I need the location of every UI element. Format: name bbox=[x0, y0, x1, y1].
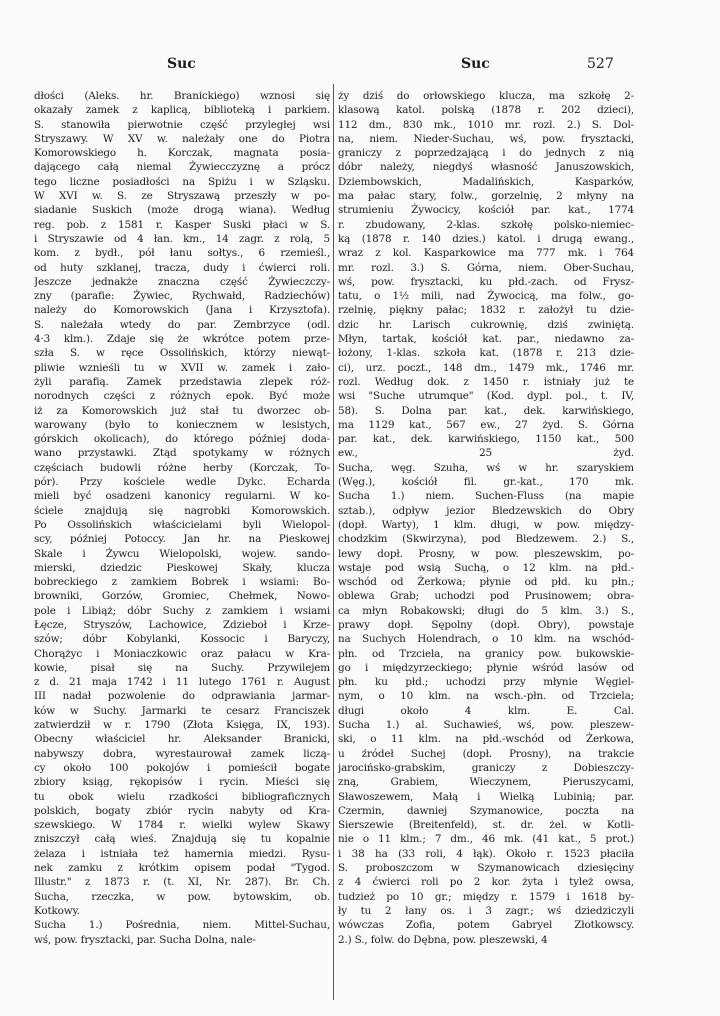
text-line: szewskiego. W 1784 r. wielki wylew Skawy bbox=[34, 819, 330, 832]
page-number: 527 bbox=[587, 56, 614, 72]
text-line: nek zamku z krótkim opisem podał "Tygod. bbox=[34, 862, 330, 875]
text-line: okazały zamek z kaplicą, biblioteką i parkiem. bbox=[34, 104, 330, 117]
running-head-center: Suc bbox=[461, 56, 490, 72]
text-line: Młyn, tartak, kościół kat. par., niedawno za- bbox=[338, 333, 634, 346]
text-line: wraz z kol. Kasparkowice ma 777 mk. i 764 bbox=[338, 247, 634, 260]
text-line: par. kat., dek. karwińskiego, 1150 kat., 500 bbox=[338, 433, 634, 446]
text-line: Sucha, węg. Szuha, wś w hr. szaryskiem bbox=[338, 461, 634, 474]
text-line: Komorowskiego h. Korczak, magnata posia- bbox=[34, 147, 330, 160]
text-line: mieli być osadzeni kanonicy regularni. W ko- bbox=[34, 490, 330, 503]
text-line: kom. z bydł., pół łanu sołtys., 6 rzemieśl., bbox=[34, 247, 330, 260]
text-line: Chorążyc i Moniaczkowic oraz pałacu w Kra- bbox=[34, 647, 330, 660]
text-line: Illustr." z 1873 r. (t. XI, Nr. 287). Br. Ch. bbox=[34, 876, 330, 889]
text-line: i 38 ha (33 roli, 4 łąk). Około r. 1523 płaciła bbox=[338, 847, 634, 860]
text-line: jarocińsko-grabskim, graniczy z Dobieszczy- bbox=[338, 761, 634, 774]
text-line: częściach budowli różne herby (Korczak, To- bbox=[34, 461, 330, 474]
text-line: mr. rozl. 3.) S. Górna, niem. Ober-Suchau, bbox=[338, 261, 634, 274]
text-line: ski, o 11 klm. na płd.-wschód od Żerkowa, bbox=[338, 733, 634, 746]
text-line: nym, o 10 klm. na wsch.-płn. od Trzciela; bbox=[338, 690, 634, 703]
text-line: (Węg.), kościół fil. gr.-kat., 170 mk. bbox=[338, 476, 634, 489]
text-line: chodzkim (Skwirzyna), pod Bledzewem. 2.) S., bbox=[338, 533, 634, 546]
text-line: browniki, Gorzów, Gromiec, Chełmek, Nowo- bbox=[34, 590, 330, 603]
text-line: i Stryszawie od 4 łan. km., 14 zagr. z rolą, 5 bbox=[34, 232, 330, 245]
text-line: należy do Komorowskich (Jana i Krzysztofa). bbox=[34, 304, 330, 317]
text-line: Stryszawy. W XV w. należały one do Piotra bbox=[34, 132, 330, 145]
text-line: 58). S. Dolna par. kat., dek. karwińskiego, bbox=[338, 404, 634, 417]
text-line: na, niem. Nieder-Suchau, wś, pow. frysztacki, bbox=[338, 132, 634, 145]
text-line: ma pałac stary, folw., gorzelnię, 2 młyny na bbox=[338, 190, 634, 203]
text-line: scy, później Potoccy. Jan hr. na Pieskowej bbox=[34, 533, 330, 546]
text-line: Dziembowskich, Madalińskich, Kasparków, bbox=[338, 175, 634, 188]
text-line: Sierszewie (Breitenfeld), st. dr. żel. w Kotli- bbox=[338, 819, 634, 832]
text-line: z d. 21 maja 1742 i 11 lutego 1761 r. August bbox=[34, 676, 330, 689]
text-line: Sławoszewem, Małą i Wielką Lubinią; par. bbox=[338, 790, 634, 803]
text-line: wś, pow. frysztacki, par. Sucha Dolna, nale- bbox=[34, 933, 256, 946]
text-line: iż za Komorowskich już stał tu dworzec ob- bbox=[34, 404, 330, 417]
text-line: dzic hr. Larisch cukrownię, dziś zwiniętą. bbox=[338, 318, 634, 331]
text-line: ma 1129 kat., 567 ew., 27 żyd. S. Górna bbox=[338, 418, 634, 431]
text-line: Obecny właściciel hr. Aleksander Branicki, bbox=[34, 733, 330, 746]
text-line: warowany (było to koniecznem w lesistych, bbox=[34, 418, 330, 431]
text-line: polskich, bogaty zbiór rycin nabyty od Kra- bbox=[34, 804, 330, 817]
left-column bbox=[34, 89, 330, 947]
text-line: łożony, 1-klas. szkoła kat. (1878 r. 213 dzie- bbox=[338, 347, 634, 360]
text-line: graniczy z poprzedzającą i do jednych z nią bbox=[338, 147, 634, 160]
text-line: klasową katol. polską (1878 r. 202 dzieci), bbox=[338, 104, 634, 117]
text-line: Sucha 1.) al. Suchawieś, wś, pow. pleszew- bbox=[338, 719, 634, 732]
text-line: ew., 25 żyd. bbox=[338, 447, 634, 460]
text-line: mierski, dziedzic Pieskowej Skały, klucza bbox=[34, 561, 330, 574]
text-line: Skale i Żywcu Wielopolski, wojew. sando- bbox=[34, 547, 330, 560]
text-line: Sucha 1.) Pośrednia, niem. Mittel-Suchau, bbox=[34, 919, 330, 932]
running-head-left: Suc bbox=[167, 56, 196, 72]
text-line: S. proboszczom w Szymanowicach dziesięciny bbox=[338, 862, 634, 875]
text-line: r. zbudowany, 2-klas. szkołę polsko-niemiec- bbox=[338, 218, 634, 231]
page-header bbox=[0, 56, 720, 78]
text-line: prawy dopł. Sępolny (dopł. Obry), powstaje bbox=[338, 618, 634, 631]
text-line: oblewa Grab; uchodzi pod Prusinowem; obra- bbox=[338, 590, 634, 603]
text-line: zną, Grabiem, Wieczynem, Pieruszycami, bbox=[338, 776, 634, 789]
text-line: 112 dm., 830 mk., 1010 mr. rozl. 2.) S. Dol- bbox=[338, 118, 634, 131]
text-line: dóbr należy, niegdyś własność Januszowskich, bbox=[338, 161, 634, 174]
text-line: sztab.), odpływ jezior Bledzewskich do Obry bbox=[338, 504, 634, 517]
text-line: (dopł. Warty), 1 klm. długi, w pow. między- bbox=[338, 518, 634, 531]
text-line: pór). Przy kościele wedle Dykc. Echarda bbox=[34, 476, 330, 489]
text-line: z 4 ćwierci roli po 2 kor. żyta i tyleż owsa, bbox=[338, 876, 634, 889]
text-line: pliwie wznieśli tu w XVII w. zamek i zało- bbox=[34, 361, 330, 374]
text-line: W XVI w. S. ze Stryszawą przeszły w po- bbox=[34, 190, 330, 203]
text-line: lewy dopł. Prosny, w pow. pleszewskim, po- bbox=[338, 547, 634, 560]
text-line: 2.) S., folw. do Dębna, pow. pleszewski, 4 bbox=[338, 933, 548, 946]
text-line: na Suchych Holendrach, o 10 klm. na wschód- bbox=[338, 633, 634, 646]
text-line: ściele znajdują się nagrobki Komorowskich. bbox=[34, 504, 330, 517]
text-line: od huty szklanej, tracza, dudy i ćwierci roli. bbox=[34, 261, 330, 274]
text-line: ły tu 2 łany os. i 3 zagr.; wś dziedziczyli bbox=[338, 904, 634, 917]
text-line: 4·3 klm.). Zdaje się że wkrótce potem prze- bbox=[34, 333, 330, 346]
text-line: tudzież po 10 gr.; między r. 1579 i 1618 by- bbox=[338, 890, 634, 903]
text-line: nie o 11 klm.; 7 dm., 46 mk. (41 kat., 5 prot.) bbox=[338, 833, 634, 846]
text-line: tego liczne posiadłości na Spiżu i w Szląsku. bbox=[34, 175, 330, 188]
text-line: wano przystawki. Ztąd spotykamy w różnych bbox=[34, 447, 330, 460]
text-line: norodnych części z różnych epok. Być może bbox=[34, 390, 330, 403]
text-line: długi około 4 klm. E. Cal. bbox=[338, 704, 634, 717]
text-line: wówczas Zofia, potem Gabryel Złotkowscy. bbox=[338, 919, 634, 932]
text-line: strumieniu Żywocicy, kościół par. kat., 1774 bbox=[338, 204, 634, 217]
text-line: ży dziś do orłowskiego klucza, ma szkołę 2- bbox=[338, 90, 634, 102]
text-line: bobreckiego z zamkiem Bobrek i wsiami: Bo- bbox=[34, 576, 330, 589]
text-line: górskich okolicach), do którego później doda- bbox=[34, 433, 330, 446]
text-line: cy około 100 pokojów i pomieścił bogate bbox=[34, 761, 330, 774]
text-line: ca młyn Robakowski; długi do 5 klm. 3.) S., bbox=[338, 604, 634, 617]
text-line: wstaje pod wsią Suchą, o 12 klm. na płd.- bbox=[338, 561, 634, 574]
text-line: zatwierdził w r. 1790 (Złota Księga, IX, 193). bbox=[34, 719, 330, 732]
text-line: płn. od Trzciela, na granicy pow. bukowskie- bbox=[338, 647, 634, 660]
text-line: go i międzyrzeckiego; płynie wśród lasów od bbox=[338, 661, 634, 674]
text-line: reg. pob. z 1581 r. Kasper Suski płaci w S. bbox=[34, 218, 330, 231]
text-line: dającego całą niemal Żywiecczyznę a prócz bbox=[34, 161, 330, 174]
text-line: pole i Libiąż; dóbr Suchy z zamkiem i wsiami bbox=[34, 604, 330, 617]
text-line: płn. ku płd.; uchodzi przy młynie Węgiel- bbox=[338, 676, 634, 689]
text-line: ką (1878 r. 140 dzies.) katol. i drugą ewang., bbox=[338, 232, 634, 245]
text-line: nabywszy dobra, wyrestaurował zamek liczą- bbox=[34, 747, 330, 760]
text-line: rozl. Według dok. z 1450 r. istniały już te bbox=[338, 375, 634, 388]
text-line: S. należała wtedy do par. Zembrzyce (odl. bbox=[34, 318, 330, 331]
text-line: Sucha 1.) niem. Suchen-Fluss (na mapie bbox=[338, 490, 634, 503]
text-line: szła S. w ręce Ossolińskich, którzy niewąt- bbox=[34, 347, 330, 360]
text-line: żelaza i istniała też hamernia miedzi. Rysu- bbox=[34, 847, 330, 860]
text-line: Po Ossolińskich właścicielami byli Wielopol- bbox=[34, 518, 330, 531]
text-line: ci), urz. poczt., 148 dm., 1479 mk., 1746 mr. bbox=[338, 361, 634, 374]
text-line: zbiory ksiąg, rękopisów i rycin. Mieści się bbox=[34, 776, 330, 789]
text-line: wsi "Suche utrumque" (Kod. dypl. pol., t. IV, bbox=[338, 390, 634, 403]
text-line: u źródeł Suchej (dopł. Prosny), na trakcie bbox=[338, 747, 634, 760]
text-line: zniszczył całą wieś. Znajdują się tu kopalnie bbox=[34, 833, 330, 846]
text-line: Kotkowy. bbox=[34, 904, 80, 917]
text-line: rzelnię, piękny pałac; 1832 r. założył tu dzie- bbox=[338, 304, 634, 317]
text-line: tatu, o 1½ mili, nad Żywocicą, ma folw., go- bbox=[338, 290, 634, 303]
text-line: żyli parafią. Zamek przedstawia zlepek róż- bbox=[34, 375, 330, 388]
text-line: Sucha, rzeczka, w pow. bytowskim, ob. bbox=[34, 890, 330, 903]
text-line: tu obok wielu rzadkości bibliograficznych bbox=[34, 790, 330, 803]
text-line: Jeszcze jednakże znaczna część Żywieczczy- bbox=[34, 275, 330, 288]
column-divider bbox=[333, 84, 334, 1000]
text-line: S. stanowiła pierwotnie część przyległej wsi bbox=[34, 118, 330, 131]
text-line: szów; dóbr Kobylanki, Kossocic i Baryczy, bbox=[34, 633, 330, 646]
text-line: siadanie Suskich (może drogą wiana). Według bbox=[34, 204, 330, 217]
text-line: III nadał pozwolenie do odprawiania jarmar- bbox=[34, 690, 330, 703]
text-line: zny (parafie: Żywiec, Rychwałd, Radziechów) bbox=[34, 290, 330, 303]
text-line: ków w Suchy. Jarmarki te cesarz Franciszek bbox=[34, 704, 330, 717]
text-line: kowie, pisał się na Suchy. Przywilejem bbox=[34, 661, 330, 674]
right-column bbox=[338, 89, 634, 947]
text-line: dłości (Aleks. hr. Branickiego) wznosi się bbox=[34, 90, 330, 102]
text-line: Łęcze, Stryszów, Lachowice, Zdzieboł i Krze- bbox=[34, 618, 330, 631]
text-line: Czermin, dawniej Szymanowice, poczta na bbox=[338, 804, 634, 817]
text-line: wś, pow. frysztacki, ku płd.-zach. od Frysz- bbox=[338, 275, 634, 288]
text-line: wschód od Żerkowa; płynie od płd. ku płn.; bbox=[338, 576, 634, 589]
